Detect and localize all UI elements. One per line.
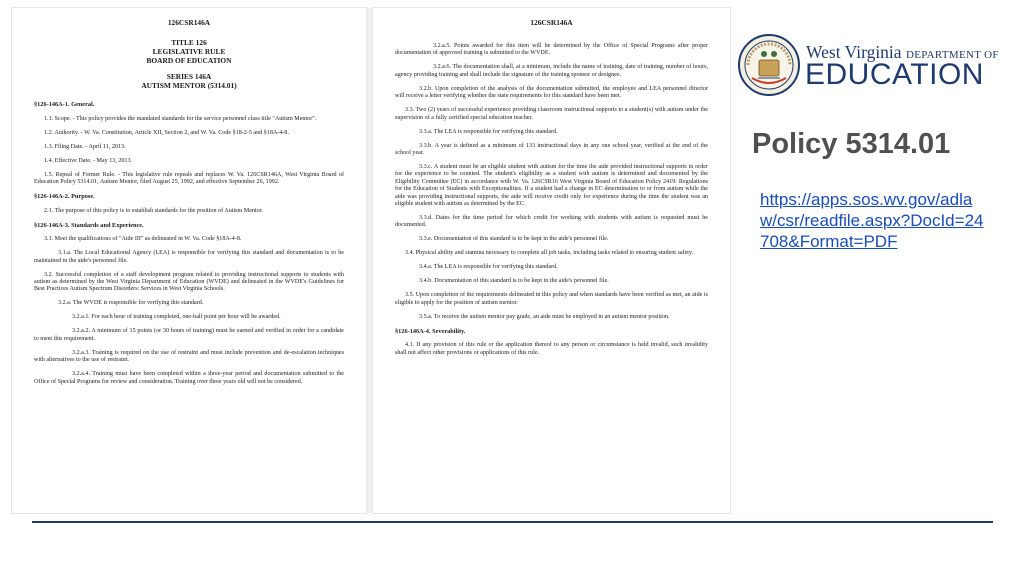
rule-title-line: BOARD OF EDUCATION bbox=[146, 55, 232, 65]
page-header: 126CSR146A bbox=[530, 18, 573, 27]
rule-paragraph: 3.3.c. A student must be an eligible student with autism for the time the aide provided instructional supports in order for the experience to be counted. The student's eligibility as a student with autism is determined and documented by the Eligibility Committee (EC) in accordance with W. Va. 126CSR16 West Virginia Board of Education Policy 2419: Regulations for the Education of Students with Exceptionalities. If a student had a change in EC determination to or from autism while the aide was providing instructional supports, the aide will receive credit only for experience during the time the student was an eligible student with autism as determined by the EC. bbox=[395, 164, 708, 208]
wv-education-logo bbox=[738, 34, 999, 98]
rule-title-line: TITLE 126 bbox=[171, 38, 207, 47]
policy-title: Policy 5314.01 bbox=[752, 128, 951, 160]
rule-paragraph: 4.1. If any provision of this rule or the application thereof to any person or circumstance is held invalid, such invalidity shall not affect other provisions or applications of this rule. bbox=[395, 342, 708, 356]
rule-paragraph: 3.4. Physical ability and stamina necessary to complete all job tasks, including tasks related to ensuring student safety. bbox=[405, 250, 694, 257]
rule-paragraph: 3.3.d. Dates for the time period for which credit for working with students with autism is requested must be documented. bbox=[395, 215, 708, 229]
rule-body bbox=[34, 101, 344, 386]
rule-paragraph: 1.1. Scope. - This policy provides the mandated standards for the service personnel class title "Autism Mentor". bbox=[44, 115, 317, 122]
rule-paragraph: 1.4. Effective Date. - May 13, 2013. bbox=[44, 157, 133, 164]
rule-paragraph: 3.2.a.1. For each hour of training completed, one-half point per hour will be awarded. bbox=[72, 314, 281, 321]
footer-divider bbox=[32, 521, 993, 523]
rule-paragraph: 1.5. Repeal of Former Rule. - This legislative rule repeals and replaces W. Va. 126CSR146A, West Virginia Board of Education Policy 5314.01, Autism Mentor, filed August 25, 1992, and effective September 26, 1992. bbox=[34, 171, 344, 185]
rule-paragraph: 3.1. Meet the qualifications of "Aide III" as delineated in W. Va. Code §18A-4-8. bbox=[44, 236, 242, 243]
rule-paragraph: 3.3.b. A year is defined as a minimum of 133 instructional days in any one school year, verified at the end of the school year. bbox=[395, 142, 708, 157]
rule-title-line: AUTISM MENTOR (5314.01) bbox=[141, 81, 237, 91]
state-seal-icon bbox=[738, 34, 800, 96]
policy-url-link[interactable]: https://apps.sos.wv.gov/adlaw/csr/readfile.aspx?DocId=24708&Format=PDF bbox=[760, 190, 984, 251]
rule-paragraph: 3.4.a. The LEA is responsible for verifying this standard. bbox=[419, 264, 558, 271]
logo-text-line1: West Virginia DEPARTMENT OF bbox=[806, 42, 999, 62]
rule-paragraph: 3.3.a. The LEA is responsible for verifying this standard. bbox=[419, 128, 558, 135]
rule-paragraph: 1.2. Authority. - W. Va. Constitution, Article XII, Section 2, and W. Va. Code §18-2-5 and §18A-4-8. bbox=[44, 129, 289, 136]
rule-title-block bbox=[34, 39, 344, 91]
rule-paragraph: 3.2. Successful completion of a staff development program related to providing instructional supports to students with autism as determined by the West Virginia Department of Education (WVDE) and delineated in the WVDE's Guidelines for Best Practices Autism Spectrum Disorders: Services in West Virginia Schools. bbox=[34, 271, 344, 293]
rule-title-line: LEGISLATIVE RULE bbox=[152, 46, 226, 56]
rule-paragraph: 3.2.a.3. Training is required on the use of restraint and must include prevention and de-escalation techniques with alternatives to the use of restraint. bbox=[34, 349, 344, 364]
rule-paragraph: 3.1.a. The Local Educational Agency (LEA) is responsible for verifying this standard and documentation is to be maintained in the aide's personnel file. bbox=[34, 250, 344, 264]
section-heading: §126-146A-3. Standards and Experience. bbox=[34, 221, 144, 229]
rule-paragraph: 3.3. Two (2) years of successful experience providing classroom instructional supports to a student(s) with autism under the supervision of a fully certified special education teacher. bbox=[395, 107, 708, 121]
rule-paragraph: 2.1. The purpose of this policy is to establish standards for the position of Autism Mentor. bbox=[44, 207, 263, 214]
rule-paragraph: 3.5. Upon completion of the requirements delineated in this policy and when standards have been verified as met, an aide is eligible to apply for the position of autism mentor. bbox=[395, 292, 708, 306]
rule-document-page-1 bbox=[12, 8, 366, 513]
rule-paragraph: 3.4.b. Documentation of this standard is to be kept in the aide's personnel file. bbox=[419, 278, 609, 285]
rule-paragraph: 3.2.a.6. The documentation shall, at a minimum, include the name of training, date of training, number of hours, agency providing training and shall include the signature of the training sponsor or designee. bbox=[395, 64, 708, 78]
logo-text-line2: EDUCATION bbox=[805, 58, 984, 91]
rule-paragraph: 1.3. Filing Date. - April 11, 2013. bbox=[44, 143, 126, 150]
rule-body bbox=[395, 43, 708, 357]
rule-paragraph: 3.2.a.2. A minimum of 15 points (or 30 hours of training) must be earned and verified in order for a candidate to meet this requirement. bbox=[34, 328, 344, 342]
page-header: 126CSR146A bbox=[167, 18, 211, 27]
section-heading: §126-146A-2. Purpose. bbox=[34, 192, 95, 200]
rule-document-page-2 bbox=[373, 8, 730, 513]
rule-paragraph: 3.2.b. Upon completion of the analysis of the documentation submitted, the employee and LEA personnel director will receive a letter verifying whether the state requirements for this standard have been met. bbox=[395, 85, 708, 100]
rule-paragraph: 3.2.a.4. Training must have been completed within a three-year period and documentation submitted to the Office of Special Programs for review and consideration. Training over three years old will not be considered. bbox=[34, 371, 344, 385]
rule-paragraph: 3.5.a. To receive the autism mentor pay grade, an aide must be employed in an autism mentor position. bbox=[419, 313, 670, 320]
section-heading: §126-146A-1. General. bbox=[34, 100, 95, 108]
page-gap bbox=[366, 8, 373, 513]
rule-title-line: SERIES 146A bbox=[166, 72, 212, 82]
rule-paragraph: 3.2.a.5. Points awarded for this item will be determined by the Office of Special Programs after proper documentation of approved training is submitted to the WVDE. bbox=[395, 43, 708, 57]
rule-paragraph: 3.3.e. Documentation of this standard is to be kept in the aide's personnel file. bbox=[419, 236, 609, 243]
section-heading: §126-146A-4. Severability. bbox=[395, 327, 466, 335]
rule-paragraph: 3.2.a. The WVDE is responsible for verifying this standard. bbox=[58, 300, 204, 307]
